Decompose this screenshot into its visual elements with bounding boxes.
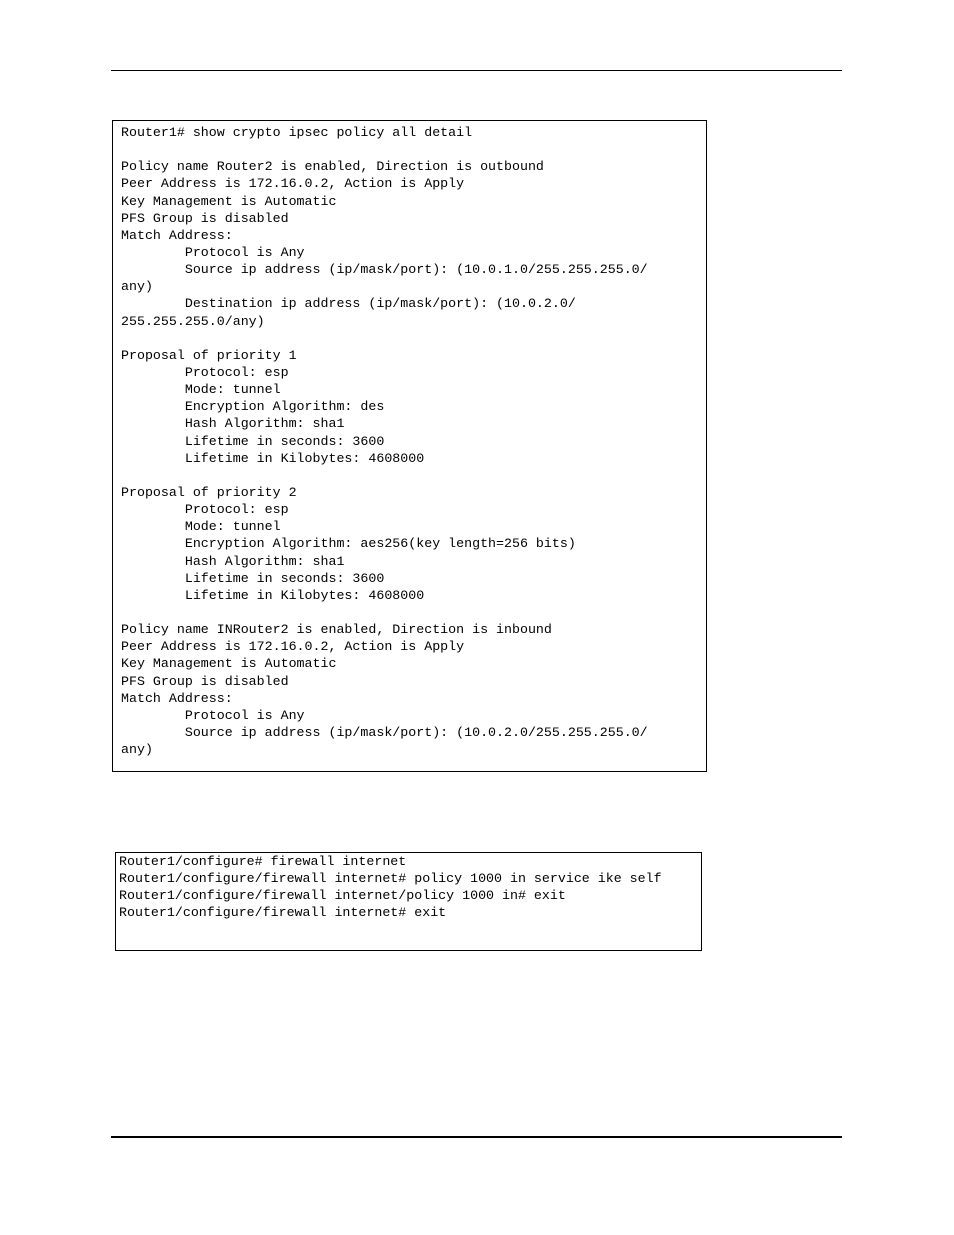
code-line: Router1# show crypto ipsec policy all detail [121, 125, 473, 140]
code-line: Peer Address is 172.16.0.2, Action is Apply [121, 176, 465, 192]
code-line: Router1/configure# firewall internet [119, 854, 407, 869]
code-line: Match Address: [121, 690, 233, 706]
footer-rule [111, 1136, 842, 1138]
code-line: Policy name INRouter2 is enabled, Direction is inbound [121, 622, 552, 638]
code-line: Mode: tunnel [121, 519, 281, 535]
code-line: Protocol: esp [121, 364, 289, 380]
code-line: Source ip address (ip/mask/port): (10.0.2.0/255.255.255.0/ [121, 724, 648, 740]
code-line [121, 141, 706, 158]
code-line: Protocol is Any [121, 707, 305, 723]
firewall-config-listing [115, 852, 702, 951]
code-line: any) [121, 279, 153, 295]
code-line: Match Address: [121, 227, 233, 243]
code-line: PFS Group is disabled [121, 673, 289, 689]
code-line: Lifetime in Kilobytes: 4608000 [121, 450, 425, 466]
code-line: 255.255.255.0/any) [121, 313, 265, 329]
code-line: Proposal of priority 1 [121, 347, 297, 363]
code-line: Key Management is Automatic [121, 193, 337, 209]
code-line: Router1/configure/firewall internet/policy 1000 in# exit [119, 888, 566, 903]
code-line: Lifetime in seconds: 3600 [121, 570, 385, 586]
header-rule [111, 70, 842, 71]
code-line: Encryption Algorithm: des [121, 399, 385, 415]
code-line: Hash Algorithm: sha1 [121, 416, 345, 432]
code-line: Hash Algorithm: sha1 [121, 553, 345, 569]
ipsec-policy-listing [112, 120, 707, 772]
code-line: Router1/configure/firewall internet# exit [119, 905, 447, 920]
code-line [121, 467, 706, 484]
code-line: Policy name Router2 is enabled, Direction is outbound [121, 159, 544, 175]
code-line: Proposal of priority 2 [121, 484, 297, 500]
code-line: Destination ip address (ip/mask/port): (10.0.2.0/ [121, 296, 576, 312]
code-line: Router1/configure/firewall internet# policy 1000 in service ike self [119, 871, 662, 886]
code-line: Source ip address (ip/mask/port): (10.0.1.0/255.255.255.0/ [121, 262, 648, 278]
code-line: Protocol: esp [121, 502, 289, 518]
code-line: Peer Address is 172.16.0.2, Action is Apply [121, 639, 465, 655]
code-line: Lifetime in Kilobytes: 4608000 [121, 587, 425, 603]
code-line: Lifetime in seconds: 3600 [121, 433, 385, 449]
code-line [121, 330, 706, 347]
code-line: PFS Group is disabled [121, 210, 289, 226]
code-line: any) [121, 742, 153, 758]
code-line: Mode: tunnel [121, 382, 281, 398]
code-line: Encryption Algorithm: aes256(key length=256 bits) [121, 536, 576, 552]
code-line: Protocol is Any [121, 244, 305, 260]
code-line: Key Management is Automatic [121, 656, 337, 672]
code-line [121, 604, 706, 621]
